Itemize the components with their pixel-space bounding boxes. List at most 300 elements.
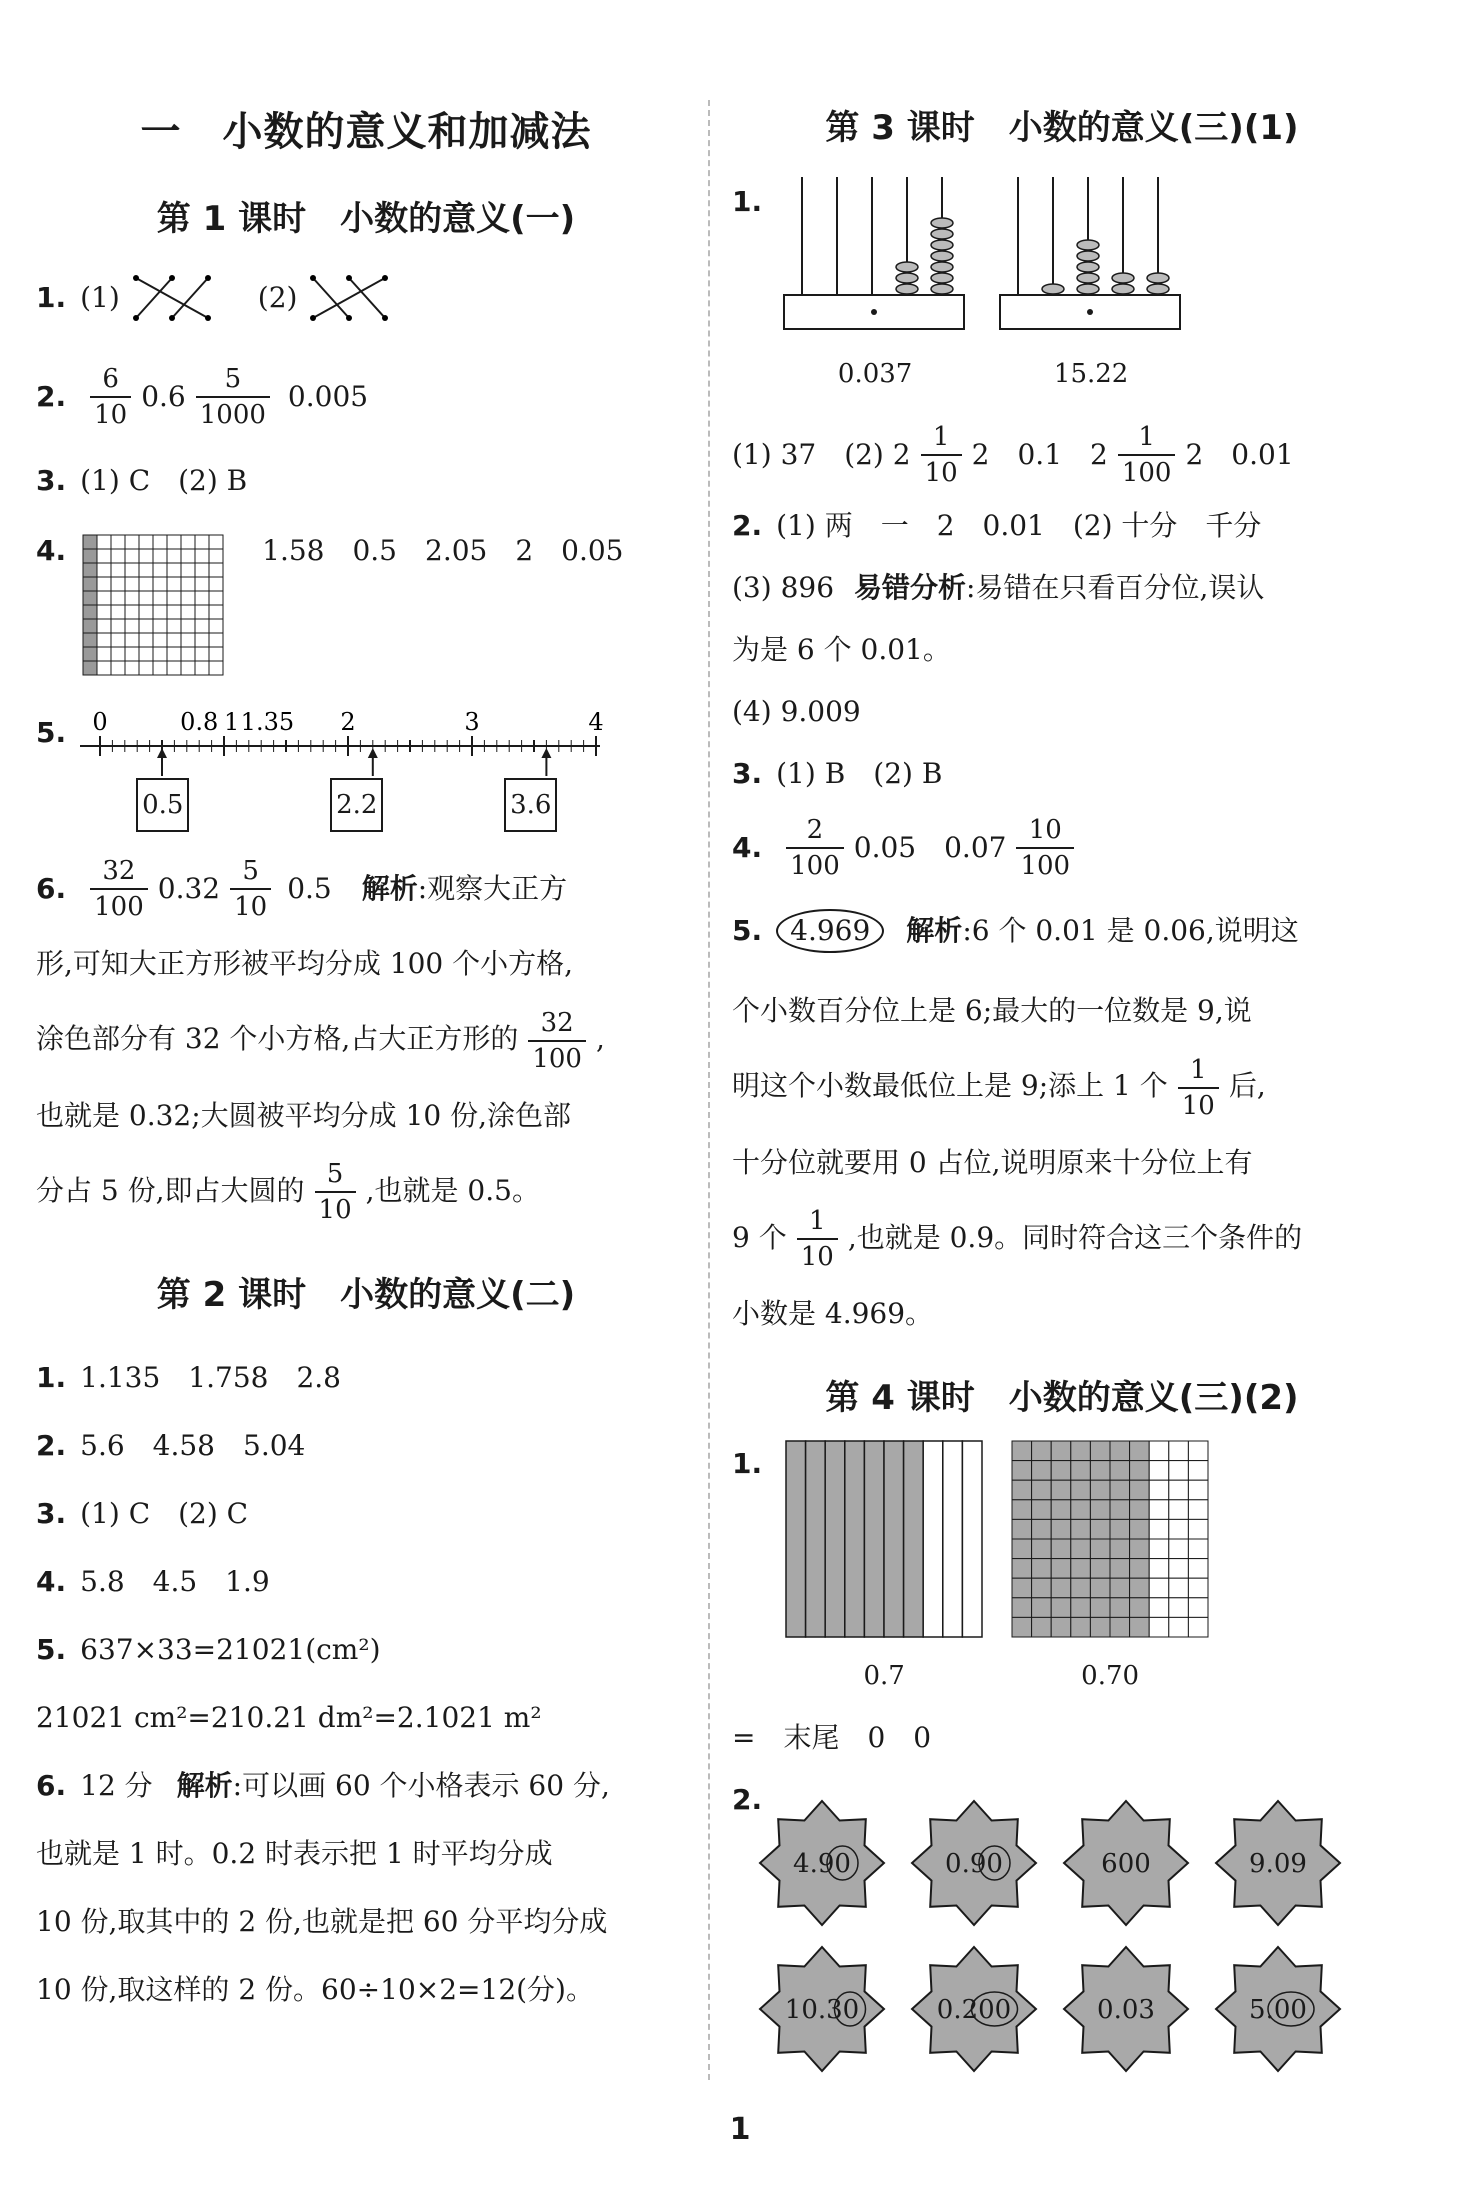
grid-cell (83, 619, 97, 633)
hundredth-cell (1110, 1539, 1130, 1559)
fraction: $\frac{32}{100}$ (528, 1006, 586, 1076)
hundredth-cell (1051, 1461, 1071, 1481)
abacus-bead (896, 262, 918, 272)
grid-cell (125, 535, 139, 549)
hundredth-cell (1032, 1441, 1052, 1461)
hundredth-cell (1091, 1539, 1111, 1559)
hundredth-cell (1071, 1578, 1091, 1598)
page-number: 1 (729, 2112, 751, 2147)
grid-cell (167, 549, 181, 563)
hundredth-cell (1071, 1617, 1091, 1637)
grid-cell (83, 661, 97, 675)
grid-cell (153, 535, 167, 549)
hundredth-cell (1149, 1539, 1169, 1559)
grid-cell (209, 535, 223, 549)
grid-cell (111, 647, 125, 661)
lesson1-q4: 4. 1.58 0.5 2.05 2 0.05 (36, 528, 696, 678)
grid-cell (83, 577, 97, 591)
grid-cell (153, 647, 167, 661)
fraction: $\frac{1}{10}$ (921, 420, 962, 490)
grid-cell (125, 591, 139, 605)
star-label: 4.90 (793, 1849, 851, 1879)
grid-cell (153, 591, 167, 605)
tenth-strip (884, 1441, 904, 1637)
grid-cell (195, 549, 209, 563)
grid-cell (195, 535, 209, 549)
grid-cell (139, 647, 153, 661)
matching-lines-1 (128, 268, 238, 328)
hundredth-cell (1091, 1441, 1111, 1461)
grid-cell (125, 633, 139, 647)
hundredth-cell (1149, 1617, 1169, 1637)
hundredth-cell (1091, 1578, 1111, 1598)
grid-cell (181, 563, 195, 577)
grid-cell (83, 563, 97, 577)
number-line-box: 3.6 (504, 778, 557, 832)
star-label: 0.03 (1097, 1995, 1155, 2025)
hundredth-cell (1110, 1441, 1130, 1461)
grid-cell (195, 619, 209, 633)
grid-cell (97, 605, 111, 619)
abacus-bead (931, 240, 953, 250)
hundredth-cell (1071, 1598, 1091, 1618)
grid-cell (209, 633, 223, 647)
abacus-bead (931, 273, 953, 283)
fraction: $\frac{1}{100}$ (1118, 420, 1176, 490)
grid-cell (153, 633, 167, 647)
grid-cell (181, 633, 195, 647)
hundredth-cell (1130, 1539, 1150, 1559)
grid-cell (153, 549, 167, 563)
grid-cell (125, 577, 139, 591)
lesson4-q2: 2. (732, 1783, 763, 1816)
grid-cell (83, 633, 97, 647)
grid-cell (167, 563, 181, 577)
hundredth-cell (1149, 1500, 1169, 1520)
lesson4-q1-answer: = 末尾 0 0 (732, 1721, 932, 1754)
hundredth-cell (1032, 1480, 1052, 1500)
hundredth-cell (1012, 1441, 1032, 1461)
abacus-bead (1112, 273, 1134, 283)
lesson2-title: 第 2 课时 小数的意义(二) (156, 1275, 576, 1315)
abacus-bead (931, 251, 953, 261)
hundredth-cell (1189, 1500, 1209, 1520)
lesson1-q3: 3. (1) C (2) B (36, 464, 248, 497)
abacus-bead (1077, 240, 1099, 250)
grid-cell (111, 577, 125, 591)
hundredth-cell (1091, 1617, 1111, 1637)
hundredth-cell (1110, 1617, 1130, 1637)
hundredth-cell (1012, 1519, 1032, 1539)
abacus-bead (931, 262, 953, 272)
star-label: 600 (1101, 1849, 1151, 1879)
tick-label: 0.8 (180, 708, 219, 736)
hundredth-cell (1091, 1480, 1111, 1500)
hundredth-cell (1051, 1441, 1071, 1461)
lesson3-q2-line4: (4) 9.009 (732, 695, 861, 728)
tenth-strip (806, 1441, 826, 1637)
hundredth-cell (1149, 1461, 1169, 1481)
grid-cell (139, 563, 153, 577)
grid-cell (167, 661, 181, 675)
tenth-strip (865, 1441, 885, 1637)
grid-cell (97, 591, 111, 605)
lesson3-title: 第 3 课时 小数的意义(三)(1) (825, 108, 1299, 148)
hundredth-cell (1071, 1461, 1091, 1481)
hundredth-cell (1189, 1441, 1209, 1461)
tenth-strip (943, 1441, 963, 1637)
hundredth-cell (1130, 1578, 1150, 1598)
hundredth-cell (1012, 1539, 1032, 1559)
hundredth-cell (1189, 1578, 1209, 1598)
grid-cell (153, 605, 167, 619)
tenth-strip (904, 1441, 924, 1637)
abacus-bead (1077, 262, 1099, 272)
hundredth-cell (1149, 1441, 1169, 1461)
hundredth-cell (1169, 1617, 1189, 1637)
grid-cell (125, 605, 139, 619)
lesson1-title: 第 1 课时 小数的意义(一) (156, 199, 576, 239)
abacus-bead (931, 284, 953, 294)
star-label: 10.30 (784, 1995, 860, 2025)
hundredth-cell (1110, 1578, 1130, 1598)
lesson1-q5: 5. 0 0.8 1 1.35 2 3 4 0.5 2.2 3.6 (36, 704, 696, 834)
hundredth-cell (1110, 1598, 1130, 1618)
grid-cell (167, 605, 181, 619)
grid-cell (153, 619, 167, 633)
fraction: $\frac{5}{1000}$ (196, 362, 270, 432)
lesson2-q3: 3. (1) C (2) C (36, 1497, 249, 1530)
fraction: $\frac{5}{10}$ (315, 1157, 356, 1227)
grid-cell (139, 633, 153, 647)
lesson4-q1: 1. 0.7 0.70 (732, 1439, 1392, 1699)
abacus-bead (931, 218, 953, 228)
hundredth-cell (1149, 1578, 1169, 1598)
lesson1-q2: 2. $\frac{6}{10}$ 0.6 $\frac{5}{1000}$ 0.005 (36, 364, 369, 430)
hundredth-cell (1051, 1500, 1071, 1520)
tick-label: 1 (224, 708, 240, 736)
grid-cell (209, 647, 223, 661)
grid-cell (97, 549, 111, 563)
lesson3-q1: 1. 0.037 15.22 (732, 177, 1392, 397)
hundredth-cell (1051, 1617, 1071, 1637)
grid-cell (195, 661, 209, 675)
grid-cell (209, 591, 223, 605)
lesson3-q4: 4. $\frac{2}{100}$ 0.05 0.07 $\frac{10}{100}$ (732, 805, 1392, 891)
grid-cell (97, 619, 111, 633)
hundredth-cell (1130, 1559, 1150, 1579)
hundredth-cell (1091, 1461, 1111, 1481)
grid-cell (181, 605, 195, 619)
grid-cell (209, 619, 223, 633)
tick-label: 1.35 (240, 708, 295, 736)
lesson4-title: 第 4 课时 小数的意义(三)(2) (825, 1378, 1299, 1418)
right-column: 第 3 课时 小数的意义(三)(1) 1. 0.037 15.22 (1) 37 (2) 2 $\frac{1}{10}$ 2 0.1 2 $\frac{1}{100}$ 2 0.01 2. (1) 两 一 2 0.01 (2) 十分 千分 (3) 896 易错分析 :易错在只看百分位,误认 为是 6 个 0.01。 (4) 9.009 3. (1) B (2) B 4. $\frac{2}{100}$ 0.05 0.07 $\frac{10}{100}$ 5. 4.969 解析 :6 个 0.01 是 0.06,说明这 个小数百分位上是 6;最大的一位数是 9,说 明这个小数最低位上是 9;添上 1 个 $\frac{1}{10}$ 后, 十分位就要用 0 占位,说明原来十分位上有 9 个 $\frac{1}{10}$ ,也就是 0.9。同时符合这三个条件的 小数是 4.969。 第 4 课时 小数的意义(三)(2) 1. 0.7 0.70 = 末尾 0 0 2. 4.90 0.90 600 9.09 10.30 0.200 0.03 5.00 (732, 80, 1392, 2077)
star-label: 0.200 (936, 1995, 1012, 2025)
hundredth-cell (1012, 1598, 1032, 1618)
grid-cell (83, 605, 97, 619)
grid-cell (111, 605, 125, 619)
tick-label: 3 (464, 708, 480, 736)
lesson2-q4: 4. 5.8 4.5 1.9 (36, 1565, 270, 1598)
grid-cell (139, 591, 153, 605)
grid-cell (97, 563, 111, 577)
hundredth-cell (1130, 1519, 1150, 1539)
fraction: $\frac{10}{100}$ (1016, 813, 1074, 883)
hundred-grid (80, 532, 226, 678)
grid-cell (209, 549, 223, 563)
hundredth-cell (1032, 1500, 1052, 1520)
fraction: $\frac{5}{10}$ (230, 854, 271, 924)
lesson2-q1: 1. 1.135 1.758 2.8 (36, 1361, 341, 1394)
grid-cell (111, 549, 125, 563)
star-label: 5.00 (1249, 1995, 1307, 2025)
hundredth-cell (1071, 1559, 1091, 1579)
hundredth-cell (1091, 1598, 1111, 1618)
arrow-head (368, 748, 378, 758)
fraction: $\frac{6}{10}$ (90, 362, 131, 432)
lesson2-q5-line2: 21021 cm²=210.21 dm²=2.1021 m² (36, 1701, 542, 1734)
matching-lines-2 (305, 268, 415, 328)
grid-cell (139, 535, 153, 549)
hundredth-cell (1071, 1441, 1091, 1461)
abacus-bead (931, 229, 953, 239)
hundredth-cell (1149, 1519, 1169, 1539)
hundredth-cell (1110, 1519, 1130, 1539)
grid-cell (167, 591, 181, 605)
grid-cell (181, 577, 195, 591)
grid-cell (97, 535, 111, 549)
grid-cell (139, 661, 153, 675)
hundredth-cell (1169, 1441, 1189, 1461)
tenth-strip (963, 1441, 983, 1637)
grid-cell (139, 549, 153, 563)
lesson1-q6: 6. $\frac{32}{100}$ 0.32 $\frac{5}{10}$ 0.5 解析 :观察大正方 形,可知大正方形被平均分成 100 个小方格, 涂色部分有 32 个小方格,占大正方形的 $\frac{32}{100}$ , 也就是 0.32;大圆被平均分成 10 份,涂色部 分占 5 份,即占大圆的 $\frac{5}{10}$ ,也就是 0.5。 (36, 856, 605, 1225)
hundredth-cell (1110, 1559, 1130, 1579)
hundredth-cell (1130, 1480, 1150, 1500)
hundredth-cell (1051, 1598, 1071, 1618)
star-label: 9.09 (1249, 1849, 1307, 1879)
grid-cell (125, 647, 139, 661)
grid-cell (195, 633, 209, 647)
tenth-strip (786, 1441, 806, 1637)
hundredth-cell (1189, 1461, 1209, 1481)
number-line-box: 0.5 (136, 778, 189, 832)
hundredths-grid-figure: 0.70 (1010, 1439, 1210, 1699)
abacus-bead (1147, 273, 1169, 283)
number-line (80, 704, 640, 834)
hundredth-cell (1032, 1617, 1052, 1637)
grid-cell (83, 647, 97, 661)
hundredth-cell (1189, 1539, 1209, 1559)
hundredth-cell (1051, 1480, 1071, 1500)
lesson1-q1: 1. (1) (2) (36, 268, 696, 328)
grid-cell (83, 549, 97, 563)
hundredth-cell (1051, 1559, 1071, 1579)
abacus-2: 15.22 (998, 177, 1184, 397)
grid-cell (195, 605, 209, 619)
grid-cell (195, 647, 209, 661)
grid-cell (167, 535, 181, 549)
hundredth-cell (1169, 1461, 1189, 1481)
hundredth-cell (1051, 1539, 1071, 1559)
lesson2-q5: 5. 637×33=21021(cm²) (36, 1633, 381, 1666)
grid-cell (111, 591, 125, 605)
hundredth-cell (1012, 1617, 1032, 1637)
lesson3-q5: 5. 4.969 解析 :6 个 0.01 是 0.06,说明这 (732, 891, 1392, 971)
grid-cell (167, 633, 181, 647)
hundredth-cell (1130, 1461, 1150, 1481)
hundredth-cell (1051, 1578, 1071, 1598)
grid-cell (139, 619, 153, 633)
abacus-bead (896, 273, 918, 283)
hundredth-cell (1169, 1480, 1189, 1500)
hundredth-cell (1071, 1519, 1091, 1539)
grid-cell (209, 661, 223, 675)
hundredth-cell (1012, 1480, 1032, 1500)
lesson2-q2: 2. 5.6 4.58 5.04 (36, 1429, 306, 1462)
grid-cell (125, 619, 139, 633)
hundredth-cell (1130, 1441, 1150, 1461)
grid-cell (97, 661, 111, 675)
abacus-bead (1077, 251, 1099, 261)
hundredth-cell (1189, 1559, 1209, 1579)
tick-label: 2 (340, 708, 356, 736)
fraction: $\frac{1}{10}$ (1178, 1053, 1219, 1123)
hundredth-cell (1169, 1519, 1189, 1539)
decimal-point (1087, 309, 1093, 315)
hundredth-cell (1032, 1598, 1052, 1618)
grid-cell (153, 577, 167, 591)
hundredth-cell (1189, 1480, 1209, 1500)
hundredth-cell (1169, 1500, 1189, 1520)
hundredth-cell (1169, 1598, 1189, 1618)
grid-cell (209, 605, 223, 619)
hundredth-cell (1130, 1598, 1150, 1618)
grid-cell (83, 535, 97, 549)
hundredth-cell (1189, 1598, 1209, 1618)
abacus-bead (1077, 284, 1099, 294)
star-label: 0.90 (945, 1849, 1003, 1879)
hundredth-cell (1032, 1559, 1052, 1579)
hundredth-cell (1130, 1500, 1150, 1520)
hundredth-cell (1091, 1500, 1111, 1520)
number-line-box: 2.2 (330, 778, 383, 832)
grid-cell (195, 591, 209, 605)
lesson3-q1-answers: (1) 37 (2) 2 $\frac{1}{10}$ 2 0.1 2 $\frac{1}{100}$ 2 0.01 (732, 422, 1294, 488)
abacus-1: 0.037 (782, 177, 968, 397)
grid-cell (139, 605, 153, 619)
hundredth-cell (1032, 1461, 1052, 1481)
hundredth-cell (1189, 1519, 1209, 1539)
hundredth-cell (1012, 1559, 1032, 1579)
hundredth-cell (1149, 1598, 1169, 1618)
grid-cell (111, 535, 125, 549)
unit-title: 一 小数的意义和加减法 (140, 109, 592, 155)
hundredth-cell (1071, 1500, 1091, 1520)
grid-cell (125, 563, 139, 577)
fraction: $\frac{32}{100}$ (90, 854, 148, 924)
tick-label: 4 (588, 708, 604, 736)
hundredth-cell (1091, 1519, 1111, 1539)
grid-cell (111, 563, 125, 577)
fraction: $\frac{2}{100}$ (786, 813, 844, 883)
hundredth-cell (1051, 1519, 1071, 1539)
lesson3-q2-line2: (3) 896 易错分析 :易错在只看百分位,误认 (732, 571, 1265, 604)
hundredth-cell (1149, 1559, 1169, 1579)
grid-cell (125, 661, 139, 675)
abacus-bead (1077, 273, 1099, 283)
grid-cell (181, 619, 195, 633)
grid-cell (167, 577, 181, 591)
grid-cell (111, 633, 125, 647)
tenths-grid-figure: 0.7 (784, 1439, 984, 1699)
lesson3-q2: 2. (1) 两 一 2 0.01 (2) 十分 千分 (732, 509, 1262, 542)
grid-cell (97, 647, 111, 661)
hundredth-cell (1032, 1519, 1052, 1539)
decimal-point (871, 309, 877, 315)
grid-cell (125, 549, 139, 563)
hundredth-cell (1032, 1539, 1052, 1559)
grid-cell (181, 591, 195, 605)
hundredth-cell (1012, 1500, 1032, 1520)
grid-cell (153, 661, 167, 675)
hundredth-cell (1012, 1461, 1032, 1481)
left-column: 一 小数的意义和加减法 第 1 课时 小数的意义(一) 1. (1) (2) 2. $\frac{6}{10}$ 0.6 $\frac{5}{1000}$ 0.005 3. (1) C (2) B 4. 1.58 0.5 2.05 2 0.05 5. 0 0.8 1 1.35 2 3 4 0.5 2.2 3.6 6. $\frac{32}{100}$ 0.32 $\frac{5}{10}$ 0.5 解析 :观察大正方 形,可知大正方形被平均分成 100 个小方格, 涂色部分有 32 个小方格,占大正方形的 $\frac{32}{100}$ , 也就是 0.32;大圆被平均分成 10 份,涂色部 分占 5 份,即占大圆的 $\frac{5}{10}$ ,也就是 0.5。 第 2 课时 小数的意义(二) 1. 1.135 1.758 2.8 2. 5.6 4.58 5.04 3. (1) C (2) C 4. 5.8 4.5 1.9 5. 637×33=21021(cm²) 21021 cm²=210.21 dm²=2.1021 m² 6. 12 分 解析 :可以画 60 个小格表示 60 分, 也就是 1 时。0.2 时表示把 1 时平均分成 10 份,取其中的 2 份,也就是把 60 分平均分成 10 份,取这样的 2 份。60÷10×2=12(分)。 (36, 80, 696, 2024)
abacus-bead (1147, 284, 1169, 294)
tenth-strip (825, 1441, 845, 1637)
abacus-bead (896, 284, 918, 294)
fraction: $\frac{1}{10}$ (797, 1204, 838, 1274)
grid-cell (83, 591, 97, 605)
grid-cell (195, 577, 209, 591)
hundredth-cell (1032, 1578, 1052, 1598)
grid-cell (181, 549, 195, 563)
hundredth-cell (1071, 1480, 1091, 1500)
hundredth-cell (1130, 1617, 1150, 1637)
grid-cell (167, 619, 181, 633)
hundredth-cell (1169, 1578, 1189, 1598)
grid-cell (167, 647, 181, 661)
hundredth-cell (1169, 1559, 1189, 1579)
hundredth-cell (1169, 1539, 1189, 1559)
grid-cell (139, 577, 153, 591)
hundredth-cell (1189, 1617, 1209, 1637)
hundredth-cell (1149, 1480, 1169, 1500)
hundredth-cell (1091, 1559, 1111, 1579)
tenth-strip (845, 1441, 865, 1637)
abacus-bead (1042, 284, 1064, 294)
arrow-head (157, 748, 167, 758)
grid-cell (97, 633, 111, 647)
lesson3-q2-line3: 为是 6 个 0.01。 (732, 633, 951, 666)
arrow-head (542, 748, 552, 758)
tenth-strip (923, 1441, 943, 1637)
tick-label: 0 (92, 708, 108, 736)
grid-cell (97, 577, 111, 591)
grid-cell (195, 563, 209, 577)
hundredth-cell (1110, 1480, 1130, 1500)
grid-cell (209, 563, 223, 577)
hundredth-cell (1071, 1539, 1091, 1559)
lesson3-q3: 3. (1) B (2) B (732, 757, 943, 790)
grid-cell (111, 661, 125, 675)
grid-cell (209, 577, 223, 591)
hundredth-cell (1012, 1578, 1032, 1598)
grid-cell (181, 647, 195, 661)
hundredth-cell (1110, 1500, 1130, 1520)
abacus-bead (1112, 284, 1134, 294)
